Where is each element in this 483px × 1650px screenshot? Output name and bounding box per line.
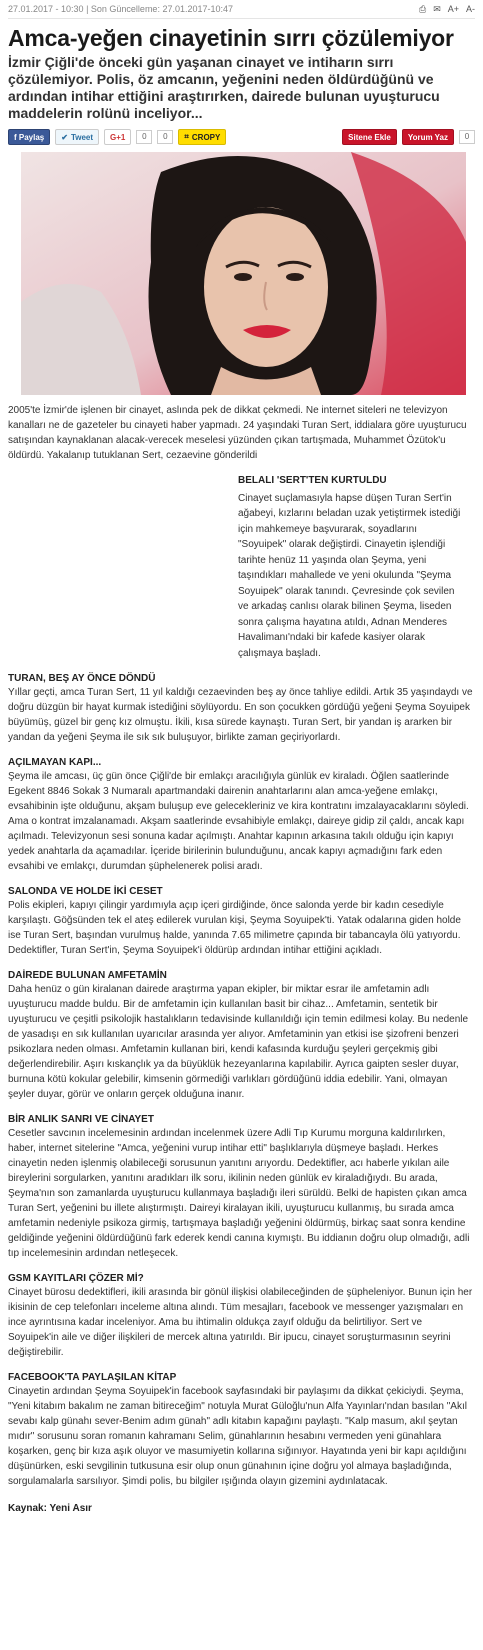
article-title: Amca-yeğen cinayetinin sırrı çözülemiyor <box>8 25 454 51</box>
gplus-count: 0 <box>136 130 152 144</box>
font-decrease-button[interactable]: A- <box>466 3 475 14</box>
twitter-icon: ✔ <box>61 132 68 142</box>
article-spot: İzmir Çiğli'de önceki gün yaşanan cinayet ve intiharın sırrı çözülemiyor. Polis, öz amcanın, yeğenini neden öldürdüğünü ve ardından intihar ettiğini araştırırken, dairede bulunan uyuşturucu maddelerin rolünü inceliyor... <box>8 54 440 121</box>
twitter-share-button[interactable] <box>55 129 99 145</box>
section-text: Cinayet bürosu dedektifleri, ikili arasında bir gönül ilişkisi olabileceğinden de şüpheleniyor. Bunun için her ikisinin de cep telefonları inceleme altına alındı. Tüm mesajları, facebook ve messenger yazışmaları en ince ayrıntısına kadar inceleniyor. Ama bu ihtimalin oldukça zayıf olduğu da belirtiliyor. Sert ve Soyuipek'in aile ve diğer ilişkileri de mercek altına yatırıldı. Bir ipucu, cinayet soruşturmasının seyrini değiştirebilir. <box>8 1287 473 1358</box>
section-heading: DAİREDE BULUNAN AMFETAMİN <box>8 970 167 981</box>
article-tools <box>419 4 475 15</box>
section-heading: GSM KAYITLARI ÇÖZER Mİ? <box>8 1273 144 1284</box>
top-bar <box>8 0 475 19</box>
gplus-button[interactable]: G+1 <box>104 129 131 145</box>
mail-icon[interactable]: ✉ <box>433 3 441 14</box>
article-source: Kaynak: Yeni Asır <box>8 1503 92 1514</box>
write-comment-button[interactable]: Yorum Yaz <box>402 129 454 145</box>
font-increase-button[interactable]: A+ <box>447 3 459 14</box>
section-text: Polis ekipleri, kapıyı çilingir yardımıyla açıp içeri girdiğinde, önce salonda yerde bir kadın cesediyle karşılaştı. Göğsünden tek el ateş edilerek vurulan kişi, Şeyma Soyuipek'ti. Yatak odalarına giden holde ise Turan Sert, başından vurulmuş halde, yanında 7.65 milimetre çapında bir tabancayla ölü yatıyordu. Dedektifler, Turan Sert'in, Şeyma Soyuipek'i öldürüp ardından intihar ettiğini açıkladı. <box>8 900 461 956</box>
dateline: 27.01.2017 - 10:30 | Son Güncelleme: 27.01.2017-10:47 <box>8 4 234 14</box>
twitter-label: Tweet <box>70 132 94 142</box>
section-text: Yıllar geçti, amca Turan Sert, 11 yıl kaldığı cezaevinden beş ay önce tahliye edildi. Artık 35 yaşındaydı ve doğru düzgün bir hayat kurmak istediğini söylüyordu. En son çocukken gördüğü yeğeni Şeyma Soyuipek büyümüş, güzel bir genç kız olmuştu. İkili, kısa sürede kaynaştı. Turan Sert, bir yandan iş ararken bir yandan da yeğeni Şeyma ile sık sık buluşuyor, birlikte zaman geçiriyorlardı. <box>8 687 473 743</box>
article-body <box>8 673 475 1489</box>
info-box-text: Cinayet suçlamasıyla hapse düşen Turan Sert'in ağabeyi, kızlarını beladan uzak yetiştirmek istediği için mahkemeye başvurarak, soyadlarını "Soyuipek" olarak değiştirdi. Cinayetin işlendiği tarihte henüz 11 yaşında olan Şeyma, yeni taşındıkları mahallede ve yeni okulunda "Şeyma Soyuipek" olarak tanındı. Çevresinde çok sevilen ve arkadaş canlısı olarak bilinen Şeyma, liseden sonra çalışma hayatına atıldı, Adnan Menderes Havalimanı'ndaki bir kafede kasiyer olarak çalışmaya başladı. <box>238 492 461 659</box>
portrait-illustration <box>21 152 466 395</box>
comment-count: 0 <box>459 130 475 144</box>
section-text: Cinayetin ardından Şeyma Soyuipek'in facebook sayfasındaki bir paylaşımı da dikkat çekiciydi. Şeyma, "Yeni kitabım bakalım ne zaman bitireceğim" notuyla Murat Güloğlu'nun Alfa Yayınları'ndan basılan "Akıl sevabı kalp günahı sever-Benim adım günah" adlı kitabın kapağını paylaştı. "Kalp masum, akıl şeytan mıdır" sorusunu soran romanın kahramanı Selim, günahlarının hesabını vermeden yeni günahlara koşarken, genç bir kıza aşık oluyor ve masumiyetin kollarına sığınıyor. Hayatında yeni bir kapı açıldığını düşünürken, eski sevgilinin tutkusuna esir olup onun günahının içine doğru yol almaya başladığında, sorgulamalarla sarsılıyor. Şimdi polis, bu bilgiler ışığında olayın gizemini aydınlatacak. <box>8 1386 467 1487</box>
facebook-share-button[interactable]: f Paylaş <box>8 129 50 145</box>
section-heading: BİR ANLIK SANRI VE CİNAYET <box>8 1114 154 1125</box>
section-heading: AÇILMAYAN KAPI... <box>8 757 102 768</box>
share-bar <box>8 128 475 146</box>
cropy-label: CROPY <box>191 132 221 142</box>
article-page <box>8 0 475 1514</box>
info-box-heading: BELALI 'SERT'TEN KURTULDU <box>238 475 387 486</box>
crop-icon: ⌗ <box>184 132 189 141</box>
section-text: Şeyma ile amcası, üç gün önce Çiğli'de bir emlakçı aracılığıyla günlük ev kiraladı. Öğlen saatlerinde Egekent 8846 Sokak 3 Numaralı apartmandaki dairenin anahtarlarını alan amca-yeğene emlakçı, evsahibinin işte olduğunu, akşam buluşup eve gelecekleriniz ve kira kontratını imzalayacaklarını söyledi. Ama o kontrat imzalanamadı. Akşam saatlerinde evsahibiyle emlakçı, daireye gidip zil çaldı, ancak kapı açılmadı. Televizyonun sesi sonuna kadar açılmıştı. Anahtar kapının arkasına takılı olduğu için kapıyı yedek anahtarla da açamadılar. İçeride birilerinin bulunduğunu, ancak kapıyı açmadığını fark eden evsahibi ve emlakçı, durumdan şüphelenerek polisi aradı. <box>8 771 469 872</box>
print-icon[interactable]: ⎙ <box>418 3 427 14</box>
section-heading: FACEBOOK'TA PAYLAŞILAN KİTAP <box>8 1372 177 1383</box>
section-text: Cesetler savcının incelemesinin ardından incelenmek üzere Adli Tıp Kurumu morguna kaldırılırken, haber, internet sitelerine "Amca, yeğenini vurup intihar etti" başlıklarıyla düşmeye başladı. Herkes cinayetin neden işlenmiş olabileceği sorusunun yanıtını arıyordu. Dedektifler, acı haberle yıkılan aile bireylerini sorgularken, yanıtını aradıkları ilk soru, ikilinin neden günlük ev kiraladığıydı. Bu arada, Şeyma'nın son zamanlarda uyuşturucu kullanmaya başladığı ileri sürüldü. Belki de hapisten çıkan amca Turan Sert, yeğenini bu illete alıştırmıştı. Daireyi kiralayan ikili, uyuşturucu kullanmış, bu sırada amca amfetamin nedeniyle psikoza girmiş, tartışmaya başladığı yeğenini öldürmüş, birkaç saat sonra kendine geldiğinde yeğenini öldürdüğünü fark ederek kendi canına kıymıştı. Bu iddianın doğru olup olmadığı, adli tıp incelemesinin ardından netleşecek. <box>8 1128 470 1259</box>
section-text: Daha henüz o gün kiralanan dairede araştırma yapan ekipler, bir miktar esrar ile amfetamin adlı uyuşturucu madde buldu. Bir de amfetamin için kullanılan basit bir cihaz... Amfetamin, sentetik bir uyuşturucu ve çeşitli psikolojik hastalıkların tedavisinde kullanıldığı için temin edilmesi kolay. Bu nedenle de yasadışı en sık kullanılan uyarıcılar arasında yer alıyor. Amfetaminin yan etkisi ise şizofreni benzeri psikozlara neden olması. Amfetamin kullanan biri, kendi kafasında kurduğu şeyleri gerçekmiş gibi değerlendirebilir. Aşırı kıskançlık ya da büyüklük hezeyanlarına kapılabilir. Ayrıca gaipten sesler duyar, burnuna kötü kokular gelebilir, kimsenin görmediği varlıkları gördüğünü iddia edebilir. Yani, olmayan şeyler duyar, görür ve onların gerçek olduğuna inanır. <box>8 984 469 1100</box>
add-to-site-button[interactable]: Sitene Ekle <box>342 129 397 145</box>
article-lede: 2005'te İzmir'de işlenen bir cinayet, aslında pek de dikkat çekmedi. Ne internet siteleri ne televizyon kanalları ne de gazeteler bu cinayeti haber yapmadı. 24 yaşındaki Turan Sert, iddialara göre uyuşturucu satışından kaynaklanan alacak-verecek meselesi yüzünden çıkan tartışmada, Muhammet Özütok'u öldürdü. Yakalanıp tutuklanan Sert, cezaevine gönderildi <box>8 405 467 461</box>
section-heading: TURAN, BEŞ AY ÖNCE DÖNDÜ <box>8 673 156 684</box>
article-photo <box>21 152 466 395</box>
share-count: 0 <box>157 130 173 144</box>
cropy-button[interactable] <box>178 129 226 145</box>
section-heading: SALONDA VE HOLDE İKİ CESET <box>8 886 163 897</box>
info-box <box>238 473 463 661</box>
